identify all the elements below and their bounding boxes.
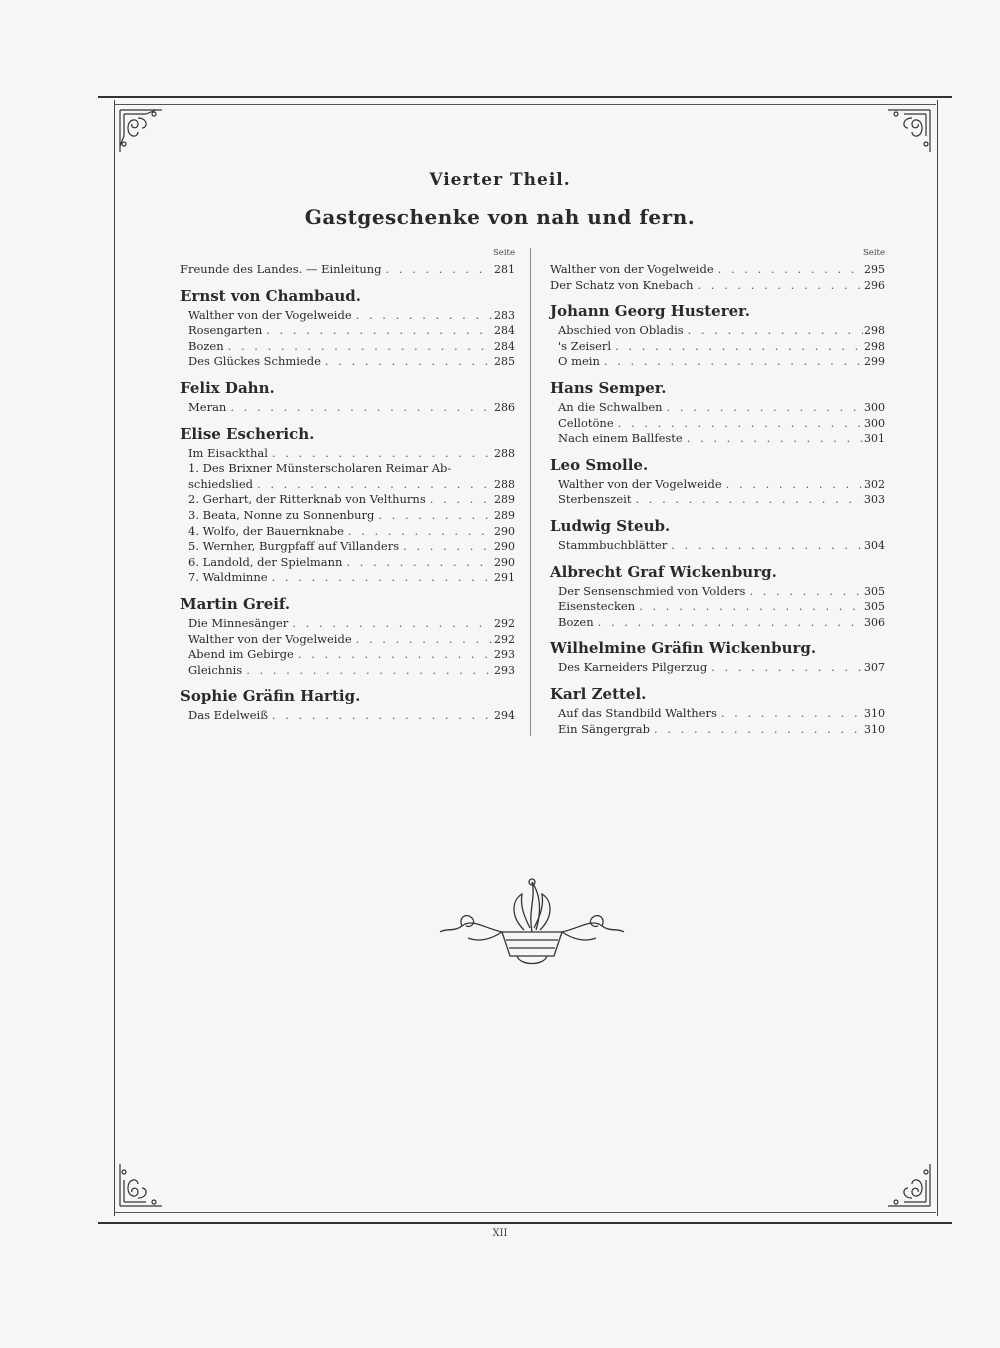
entry-page: 310 (864, 722, 885, 736)
part-title: Vierter Theil. (429, 170, 571, 190)
entry-page: 285 (494, 355, 515, 369)
entry-title: Eisenstecken (558, 599, 636, 614)
entry-title: Abschied von Obladis (558, 323, 684, 338)
leader-dots (683, 431, 863, 447)
entry-title: 's Zeiserl (558, 338, 612, 353)
seite-label: Seite (492, 248, 515, 258)
leader-dots (614, 416, 863, 432)
entry-page: 293 (494, 648, 515, 662)
author-heading: Albrecht Graf Wickenburg. (550, 562, 777, 581)
corner-ornament-bottom-right-icon (884, 1160, 934, 1210)
frame-rule-top (114, 104, 936, 105)
leader-dots (707, 660, 863, 676)
corner-ornament-bottom-left-icon (116, 1160, 166, 1210)
entry-page: 298 (864, 324, 885, 338)
toc-entry (180, 555, 515, 571)
entry-page: 291 (494, 571, 515, 585)
entry-page: 302 (864, 477, 885, 491)
toc-entry (180, 524, 515, 540)
leader-dots (650, 722, 863, 738)
entry-title: Walther von der Vogelweide (188, 307, 352, 322)
frame-rule-bottom (114, 1212, 936, 1213)
toc-entry (550, 323, 885, 339)
leader-dots (745, 584, 863, 600)
entry-title: 6. Landold, der Spielmann (188, 554, 343, 569)
entry-title: Gleichnis (188, 662, 243, 677)
leader-dots (399, 539, 493, 555)
entry-title: Bozen (558, 614, 594, 629)
leader-dots (268, 708, 493, 724)
leader-dots (714, 262, 863, 278)
leader-dots (268, 570, 493, 586)
author-heading: Leo Smolle. (550, 455, 649, 474)
author-list (180, 287, 515, 724)
toc-entry (180, 708, 515, 724)
toc-entry (180, 339, 515, 355)
entry-page: 290 (494, 555, 515, 569)
entry-page: 299 (864, 355, 885, 369)
leader-dots (594, 615, 863, 631)
leader-dots (722, 477, 863, 493)
toc-entry (550, 660, 885, 676)
toc-entry (180, 323, 515, 339)
leader-dots (224, 339, 493, 355)
toc-entry (550, 278, 885, 294)
author-heading: Ludwig Steub. (550, 516, 671, 535)
entry-page: 301 (864, 432, 885, 446)
toc-entry (180, 446, 515, 462)
entry-title: Freunde des Landes. — Einleitung (180, 262, 382, 276)
toc-entry (180, 632, 515, 648)
toc-entry (180, 508, 515, 524)
leader-dots (342, 555, 493, 571)
toc-entry (180, 647, 515, 663)
corner-ornament-top-left-icon (116, 106, 166, 156)
section-title: Gastgeschenke von nah und fern. (304, 205, 696, 229)
author-heading: Hans Semper. (550, 378, 667, 397)
leader-dots (382, 262, 493, 278)
toc-entry (550, 354, 885, 370)
seite-label: Seite (862, 248, 885, 258)
toc-entry (180, 262, 515, 278)
entry-page: 295 (864, 263, 885, 276)
entry-title: Walther von der Vogelweide (550, 262, 714, 276)
entry-title: Bozen (188, 338, 224, 353)
leader-dots (717, 706, 863, 722)
entry-title: Stammbuchblätter (558, 537, 668, 552)
leader-dots (226, 400, 493, 416)
toc-entry (550, 706, 885, 722)
entry-title: Nach einem Ballfeste (558, 431, 683, 446)
leader-dots (242, 663, 493, 679)
author-heading: Karl Zettel. (550, 684, 647, 703)
toc-column-right (550, 244, 885, 737)
entry-title: An die Schwalben (558, 399, 663, 414)
entry-page: 289 (494, 493, 515, 507)
toc-entry (550, 538, 885, 554)
page-number: XII (492, 1228, 508, 1239)
toc-entry (180, 616, 515, 632)
entry-page: 304 (864, 538, 885, 552)
entry-page: 310 (864, 706, 885, 720)
toc-entry (180, 477, 515, 493)
entry-title: Walther von der Vogelweide (188, 631, 352, 646)
leader-dots (268, 446, 493, 462)
author-heading: Sophie Gräfin Hartig. (180, 687, 361, 706)
author-heading: Elise Escherich. (180, 424, 315, 443)
entry-title: Meran (188, 399, 227, 414)
entry-page: 290 (494, 524, 515, 538)
entry-page: 292 (494, 616, 515, 630)
entry-page: 288 (494, 446, 515, 460)
entry-title: 1. Des Brixner Münsterscholaren Reimar Ab- (188, 461, 452, 476)
toc-entry (180, 539, 515, 555)
entry-page: 305 (864, 584, 885, 598)
entry-title: 5. Wernher, Burgpfaff auf Villanders (188, 539, 400, 554)
leader-dots (635, 599, 863, 615)
entry-title: 7. Waldminne (188, 570, 268, 585)
leader-dots (600, 354, 863, 370)
toc-entry (550, 615, 885, 631)
entry-page: 300 (864, 416, 885, 430)
toc-entry (550, 722, 885, 738)
column-divider (530, 248, 531, 736)
entry-title: Das Edelweiß (188, 708, 268, 723)
toc-entry (180, 570, 515, 586)
entry-page: 293 (494, 663, 515, 677)
toc-entry (180, 354, 515, 370)
toc-entry (180, 400, 515, 416)
leader-dots (294, 647, 493, 663)
entry-page: 303 (864, 493, 885, 507)
entry-page: 284 (494, 339, 515, 353)
entry-page: 292 (494, 632, 515, 646)
basket-vignette-icon (432, 870, 632, 980)
entry-title: Ein Sängergrab (558, 721, 651, 736)
toc-entry (550, 262, 885, 278)
entry-page: 300 (864, 400, 885, 414)
leader-dots (663, 400, 863, 416)
toc-entry (180, 461, 515, 477)
entry-page: 281 (494, 263, 515, 276)
leader-dots (611, 339, 863, 355)
entry-title: Der Sensenschmied von Volders (558, 583, 746, 598)
toc-entry (550, 400, 885, 416)
entry-title: Cellotöne (558, 415, 614, 430)
continued-entries (550, 262, 885, 293)
toc-entry (550, 339, 885, 355)
author-heading: Felix Dahn. (180, 378, 275, 397)
toc-column-left (180, 244, 515, 724)
entry-title: Des Glückes Schmiede (188, 354, 321, 369)
entry-title: 4. Wolfo, der Bauernknabe (188, 523, 344, 538)
entry-page: 305 (864, 600, 885, 614)
entry-page: 307 (864, 661, 885, 675)
leader-dots (352, 632, 493, 648)
entry-page: 289 (494, 508, 515, 522)
toc-entry (180, 492, 515, 508)
leader-dots (344, 524, 493, 540)
author-heading: Wilhelmine Gräfin Wickenburg. (550, 639, 817, 658)
entry-title: Rosengarten (188, 323, 263, 338)
leader-dots (631, 492, 863, 508)
toc-entry (550, 599, 885, 615)
toc-entry (550, 431, 885, 447)
entry-page: 283 (494, 308, 515, 322)
leader-dots (667, 538, 863, 554)
entry-title: Sterbenszeit (558, 492, 632, 507)
leader-dots (693, 278, 863, 294)
toc-entry (550, 477, 885, 493)
entry-title: Abend im Gebirge (188, 647, 294, 662)
corner-ornament-top-right-icon (884, 106, 934, 156)
toc-entry (550, 584, 885, 600)
entry-page: 306 (864, 615, 885, 629)
leader-dots (321, 354, 493, 370)
entry-page: 284 (494, 324, 515, 338)
entry-page: 296 (864, 278, 885, 292)
toc-entry (180, 663, 515, 679)
toc-entry (550, 416, 885, 432)
entry-title: Des Karneiders Pilgerzug (558, 660, 708, 675)
entry-title: Walther von der Vogelweide (558, 476, 722, 491)
toc-entry (550, 492, 885, 508)
entry-title: schiedslied (188, 476, 254, 491)
author-heading: Martin Greif. (180, 594, 291, 613)
entry-page: 298 (864, 339, 885, 353)
entry-title: 2. Gerhart, der Ritterknab von Velthurns (188, 492, 426, 507)
leader-dots (374, 508, 493, 524)
leader-dots (253, 477, 493, 493)
entry-title: Auf das Standbild Walthers (558, 705, 717, 720)
leader-dots (684, 323, 863, 339)
leader-dots (288, 616, 493, 632)
author-heading: Ernst von Chambaud. (180, 286, 361, 305)
leader-dots (262, 323, 493, 339)
author-list (550, 302, 885, 737)
toc-entry (180, 308, 515, 324)
entry-title: Im Eisackthal (188, 445, 268, 460)
leader-dots (352, 308, 493, 324)
entry-title: O mein (558, 354, 600, 369)
entry-page: 294 (494, 709, 515, 723)
leader-dots (426, 492, 493, 508)
entry-title: 3. Beata, Nonne zu Sonnenburg (188, 507, 375, 522)
author-heading: Johann Georg Husterer. (550, 302, 750, 321)
entry-title: Der Schatz von Knebach (550, 277, 694, 292)
entry-page: 286 (494, 400, 515, 414)
entry-page: 290 (494, 540, 515, 554)
entry-title: Die Minnesänger (188, 615, 289, 630)
entry-page: 288 (494, 477, 515, 491)
